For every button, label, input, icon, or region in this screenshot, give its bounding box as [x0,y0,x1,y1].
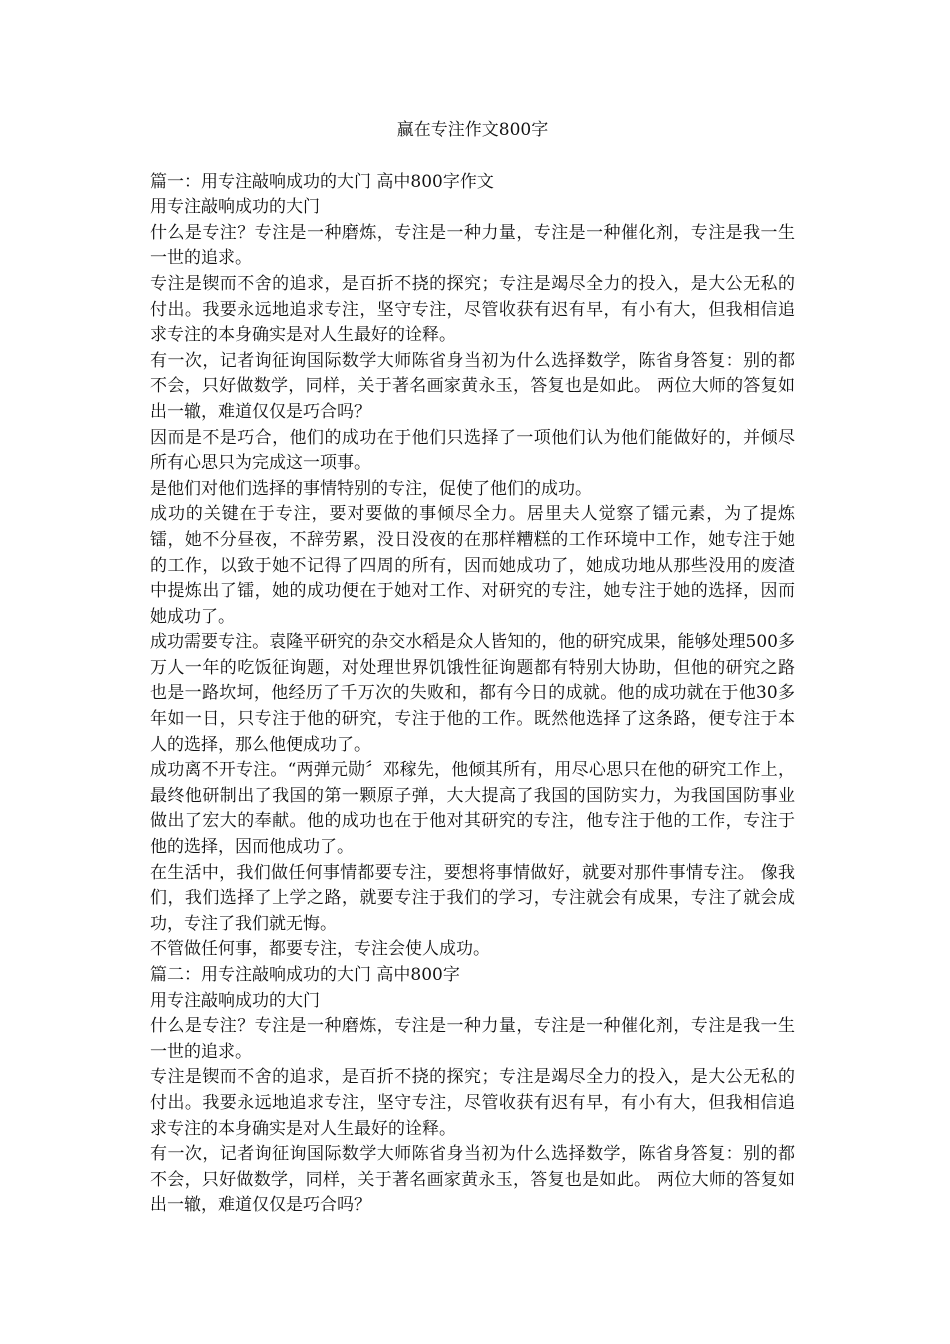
paragraph: 成功需要专注。袁隆平研究的杂交水稻是众人皆知的，他的研究成果，能够处理500多万人一年的吃饭征询题，对处理世界饥饿性征询题都有特别大协助，但他的研究之路也是一路坎坷，他经历了千万次的失败和，都有今日的成就。他的成功就在于他30多年如一日，只专注于他的研究，专注于他的工作。既然他选择了这条路，便专注于本人的选择，那么他便成功了。 [150,632,795,755]
paragraph: 篇一：用专注敲响成功的大门 高中800字作文 [150,171,494,192]
paragraph: 成功离不开专注。“两弹元勋〞邓稼先，他倾其所有，用尽心思只在他的研究工作上，最终他研制出了我国的第一颗原子弹，大大提高了我国的国防实力，为我国国防事业做出了宏大的奉献。他的成功也在于他对其研究的专注，他专注于他的工作，专注于他的选择，因而他成功了。 [150,760,795,858]
paragraph: 专注是锲而不舍的追求，是百折不挠的探究；专注是竭尽全力的投入，是大公无私的付出。我要永远地追求专注，坚守专注，尽管收获有迟有早，有小有大，但我相信追求专注的本身确实是对人生最好的诠释。 [150,273,795,346]
paragraph: 有一次，记者询征询国际数学大师陈省身当初为什么选择数学，陈省身答复：别的都不会，只好做数学，同样，关于著名画家黄永玉，答复也是如此。 两位大师的答复如出一辙，难道仅仅是巧合吗？ [150,1144,795,1216]
paragraph: 不管做任何事，都要专注，专注会使人成功。 [150,939,490,960]
document-page [150,118,795,1219]
paragraph: 篇二：用专注敲响成功的大门 高中800字 [150,965,460,985]
paragraph: 用专注敲响成功的大门 [150,990,320,1011]
paragraph: 用专注敲响成功的大门 [150,197,320,218]
paragraph: 专注是锲而不舍的追求，是百折不挠的探究；专注是竭尽全力的投入，是大公无私的付出。我要永远地追求专注，坚守专注，尽管收获有迟有早，有小有大，但我相信追求专注的本身确实是对人生最好的诠释。 [150,1067,795,1139]
paragraph: 在生活中，我们做任何事情都要专注，要想将事情做好，就要对那件事情专注。 像我们，我们选择了上学之路，就要专注于我们的学习，专注就会有成果，专注了就会成功，专注了我们就无悔。 [150,862,795,934]
paragraph: 什么是专注？专注是一种磨炼，专注是一种力量，专注是一种催化剂，专注是我一生一世的追求。 [150,222,795,269]
document-body [150,170,795,1219]
paragraph: 是他们对他们选择的事情特别的专注，促使了他们的成功。 [150,478,592,499]
paragraph: 成功的关键在于专注，要对要做的事倾尽全力。居里夫人觉察了镭元素，为了提炼镭，她不分昼夜，不辞劳累，没日没夜的在那样糟糕的工作环境中工作，她专注于她的工作，以致于她不记得了四周的所有，因而她成功了，她成功地从那些没用的废渣中提炼出了镭，她的成功便在于她对工作、对研究的专注，她专注于她的选择，因而她成功了。 [150,504,795,627]
paragraph: 有一次，记者询征询国际数学大师陈省身当初为什么选择数学，陈省身答复：别的都不会，只好做数学，同样，关于著名画家黄永玉，答复也是如此。 两位大师的答复如出一辙，难道仅仅是巧合吗？ [150,350,795,422]
paragraph: 因而是不是巧合，他们的成功在于他们只选择了一项他们认为他们能做好的，并倾尽所有心思只为完成这一项事。 [150,427,795,474]
paragraph: 什么是专注？专注是一种磨炼，专注是一种力量，专注是一种催化剂，专注是我一生一世的追求。 [150,1016,795,1062]
document-title: 赢在专注作文800字 [396,120,549,140]
